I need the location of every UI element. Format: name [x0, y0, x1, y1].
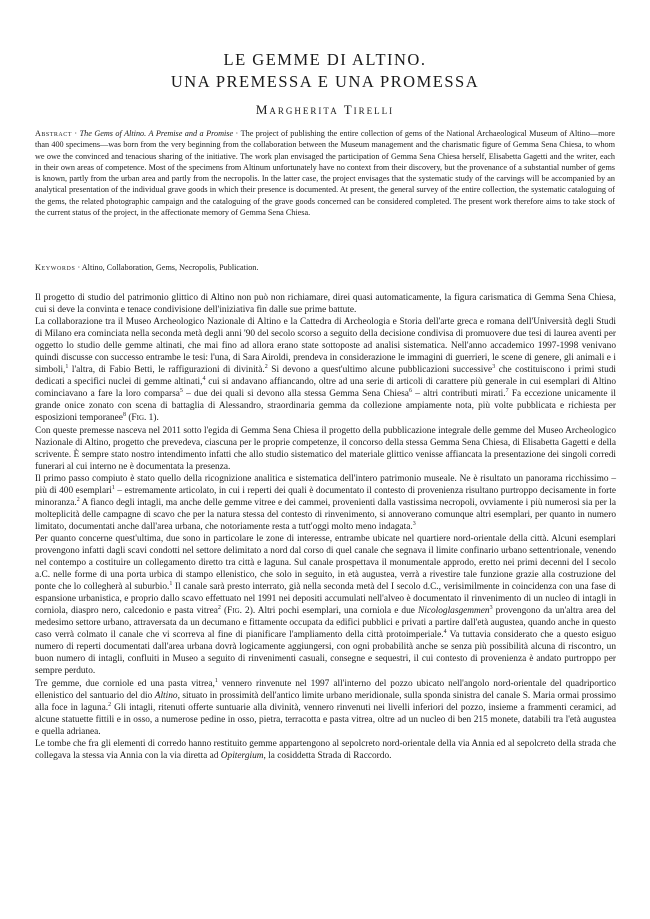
- paragraph-text: , la cosiddetta Strada di Raccordo.: [263, 750, 392, 761]
- footnote-ref[interactable]: 1: [214, 677, 218, 684]
- paragraph-text: Il canale sarà presto interrato, già nella seconda metà del I secolo d.C., verisimilmente in coincidenza con una fase di espansione urbanistica, e proprio dallo scavo effettuato nel 1991 nei depositi accumulati nell'alveo è documentato il rinvenimento di un nucleo di intagli in corniola, diaspro nero, calcedonio e pasta vitrea: [35, 582, 616, 617]
- paper-title-line-2: UNA PREMESSA E UNA PROMESSA: [170, 72, 480, 91]
- footnote-ref[interactable]: 1: [169, 581, 173, 588]
- paragraph-text: Le tombe che fra gli elementi di corredo hanno restituito gemme appartengono al sepolcreto nord-orientale della via Annia ed al sepolcreto della strada che collegava la stessa via Annia con la via diretta ad: [35, 738, 616, 761]
- footnote-ref[interactable]: 6: [408, 388, 412, 395]
- italic-term: Nicologlasgemmen: [417, 606, 490, 617]
- paragraph-text: Per quanto concerne quest'ultima, due sono in particolare le zone di interesse, entrambe ubicate nel quartiere nord-orientale della città. Alcuni esemplari provengono infatti dagli scavi condotti nel settore delimitato a nord dal corso di quel canale che segnava il limite confinario urbano settentrionale, venendo nel contempo a costituire un collegamento diretto tra città e laguna. Sul canale prospettava il monumentale approdo, eretto nei primi decenni del I secolo a.C. nelle forme di una porta urbica di stampo ellenistico, che solo in seguito, in età augustea, verrà a rivestire tale funzione grazie alla costruzione del ponte che lo collegherà al suburbio.: [35, 533, 616, 593]
- paragraph-text: – estremamente articolato, in cui i reperti dei quali è documentato il contesto di provenienza risultano purtroppo decisamente in forte minoranza.: [35, 485, 616, 508]
- abstract-label: Abstract: [35, 129, 72, 138]
- paragraph-7: [35, 738, 616, 762]
- paragraph-text: Si devono a quest'ultimo alcune pubblicazioni successive: [267, 365, 493, 376]
- paragraph-text: Altri pochi esemplari, una corniola e due: [255, 606, 418, 617]
- abstract-block: [35, 128, 615, 218]
- body-text: [35, 292, 616, 762]
- abstract-title: The Gems of Altino. A Premise and a Promise: [79, 129, 234, 138]
- paragraph-text: Il progetto di studio del patrimonio glittico di Altino non può non richiamare, direi quasi automaticamente, la figura carismatica di Gemma Sena Chiesa, cui si deve la convinta e tenace condivisione dell'iniziativa fin dalle sue prime battute.: [35, 293, 616, 316]
- paragraph-text: l'altra, di Fabio Betti, le raffigurazioni di divinità.: [68, 365, 265, 376]
- paragraph-text: – due dei quali si devono alla stessa Gemma Sena Chiesa: [182, 389, 409, 400]
- paragraph-text: che costituiscono i primi studi dedicati a specifici nuclei di gemme altinati,: [35, 365, 617, 388]
- paragraph-text: – altri contributi mirati.: [411, 389, 506, 400]
- paragraph-text: Fa eccezione unicamente il grande onice zonato con scena di battaglia di Alessandro, straordinaria gemma da collezione ampiamente nota, più volte pubblicata e richiesta per esposizioni temporanee: [35, 389, 616, 424]
- footnote-ref[interactable]: 3: [412, 520, 416, 527]
- paragraph-text: provengono da un'altra area del medesimo settore urbano, attraversata da un decumano e fittamente occupata da edifici pubblici e privati a partire dall'età augustea, quando anche in questo caso verrà colmato il canale che vi scorreva al fine di pianificare l'ampliamento della città protoimperiale.: [35, 606, 616, 641]
- italic-term: Altino: [154, 690, 178, 701]
- paragraph-text: Tre gemme, due corniole ed una pasta vitrea,: [35, 678, 215, 689]
- paragraph-text: Il primo passo compiuto è stato quello della ricognizione analitica e sistematica dell'intero patrimonio museale. Ne è risultato un panorama ricchissimo – più di 400 esemplari: [35, 473, 616, 496]
- footnote-ref[interactable]: 3: [492, 364, 496, 371]
- paragraph-text: Con queste premesse nasceva nel 2011 sotto l'egida di Gemma Sena Chiesa il progetto della pubblicazione integrale delle gemme del Museo Archeologico Nazionale di Altino, progetto che prevedeva, ciascuna per le proprie competenze, il concorso della stessa Gemma Sena Chiesa, di Elisabetta Gagetti e della scrivente. È sempre stato nostro intendimento infatti che allo studio sistematico del materiale glittico venisse affiancata la presentazione dei singoli corredi funerari al cui interno ne è documentata la presenza.: [35, 425, 616, 472]
- paragraph-1: [35, 292, 616, 316]
- keywords-text: · Altino, Collaboration, Gems, Necropolis, Publication.: [75, 263, 259, 272]
- footnote-ref[interactable]: 3: [489, 605, 493, 612]
- paragraph-5: [35, 533, 616, 678]
- abstract-separator: ·: [71, 129, 80, 138]
- paper-title-line-1: LE GEMME DI ALTINO.: [223, 50, 427, 69]
- keywords-block: [35, 262, 615, 273]
- footnote-ref[interactable]: 1: [65, 364, 69, 371]
- paragraph-text: cui si andavano affiancando, oltre ad una serie di articoli di carattere più generale in cui esemplari di Altino cominciavano a fare la loro comparsa: [35, 377, 616, 400]
- paragraph-text: , situato in prossimità dell'antico limite urbano meridionale, sulla sponda sinistra del canale S. Maria ormai prossimo alla foce in laguna.: [35, 690, 616, 713]
- footnote-ref[interactable]: 2: [264, 364, 268, 371]
- footnote-ref[interactable]: 7: [505, 388, 509, 395]
- abstract-text: · The project of publishing the entire collection of gems of the National Archaeological Museum of Altino—more than 400 specimens—was born from the very beginning from the collaboration between the Museum management and the charismatic figure of Gemma Sena Chiesa, to whom we owe the convinced and tenacious sharing of the initiative. The work plan envisaged the participation of Gemma Sena Chiesa herself, Elisabetta Gagetti and the writer, each in their own areas of competence. Most of the specimens from Altinum unfortunately have no context from their discovery, but the provenance of a substantial number of gems is known, partly from the urban area and partly from the necropolis. In the latter case, the project envisages that the systematic study of the carvings will be accompanied by an analytical presentation of the individual grave goods in which their presence is documented. At present, the general survey of the entire collection, the systematic cataloguing of the gems, the related photographic campaign and the cataloguing of the grave goods concerned can be considered completed. The present work therefore aims to take stock of the current status of the project, in the affectionate memory of Gemma Sena Chiesa.: [35, 129, 615, 218]
- footnote-ref[interactable]: 1: [111, 484, 115, 491]
- paragraph-2: [35, 316, 616, 424]
- keywords-label: Keywords: [35, 263, 76, 272]
- footnote-ref[interactable]: 4: [202, 376, 206, 383]
- paragraph-text: A fianco degli intagli, ma anche delle gemme vitree e dei cammei, provenienti dalla vastissima necropoli, ovviamente i più numerosi sia per la molteplicità delle campagne di scavo che per la natura stessa del contesto di rinvenimento, si annoverano comunque altri esemplari, per quanto in numero limitato, documentati anche dall'area urbana, che notoriamente resta a tutt'oggi molto meno indagata.: [35, 497, 616, 532]
- footnote-ref[interactable]: 4: [443, 629, 447, 636]
- paragraph-text: vennero rinvenute nel 1997 all'interno del pozzo ubicato nell'angolo nord-orientale del quadriportico ellenistico del santuario del dio: [35, 678, 617, 701]
- paragraph-text: Gli intagli, ritenuti offerte suntuarie alla divinità, vennero rinvenuti nei livelli inferiori del pozzo, insieme a frammenti ceramici, ad alcune statuette fittili e in osso, a numerose pedine in osso, pietra, terracotta e pasta vitrea, oltre ad un nucleo di ben 215 monete, databili tra l'età augustea e quella adrianea.: [35, 702, 616, 737]
- paragraph-6: [35, 678, 616, 738]
- paragraph-4: [35, 473, 616, 533]
- figure-ref[interactable]: (Fig. 2).: [223, 606, 256, 617]
- footnote-ref[interactable]: 2: [108, 701, 112, 708]
- footnote-ref[interactable]: 5: [179, 388, 183, 395]
- italic-term: Opitergium: [220, 750, 264, 761]
- paragraph-text: La collaborazione tra il Museo Archeologico Nazionale di Altino e la Cattedra di Archeologia e Storia dell'arte greca e romana dell'Università degli Studi di Milano era cominciata nella seconda metà degli anni '90 del secolo scorso a seguito della decisione condivisa di promuovere due tesi di laurea aventi per oggetto lo studio delle gemme altinati, che mai fino ad allora erano state sottoposte ad analisi sistematica. Nell'anno accademico 1997-1998 venivano quindi discusse con successo entrambe le tesi: l'una, di Sara Airoldi, prendeva in considerazione le immagini di guerrieri, le scene di genere, gli animali e i simboli,: [35, 317, 616, 376]
- paragraph-3: [35, 425, 616, 473]
- footnote-ref[interactable]: 8: [122, 412, 126, 419]
- paper-author: Margherita Tirelli: [255, 102, 395, 117]
- paragraph-text: Va tuttavia considerato che a questo esiguo numero di reperti documentati dall'area urbana dovrà logicamente aggiungersi, con ogni probabilità anche se senza più possibilità alcuna di riscontro, un buon numero di intagli, confluiti in Museo a seguito di rinvenimenti casuali, consegne e sequestri, il cui contesto di provenienza è andato purtroppo per sempre perduto.: [35, 630, 616, 677]
- footnote-ref[interactable]: 2: [76, 496, 80, 503]
- footnote-ref[interactable]: 2: [217, 605, 221, 612]
- figure-ref[interactable]: (Fig. 1).: [128, 413, 159, 424]
